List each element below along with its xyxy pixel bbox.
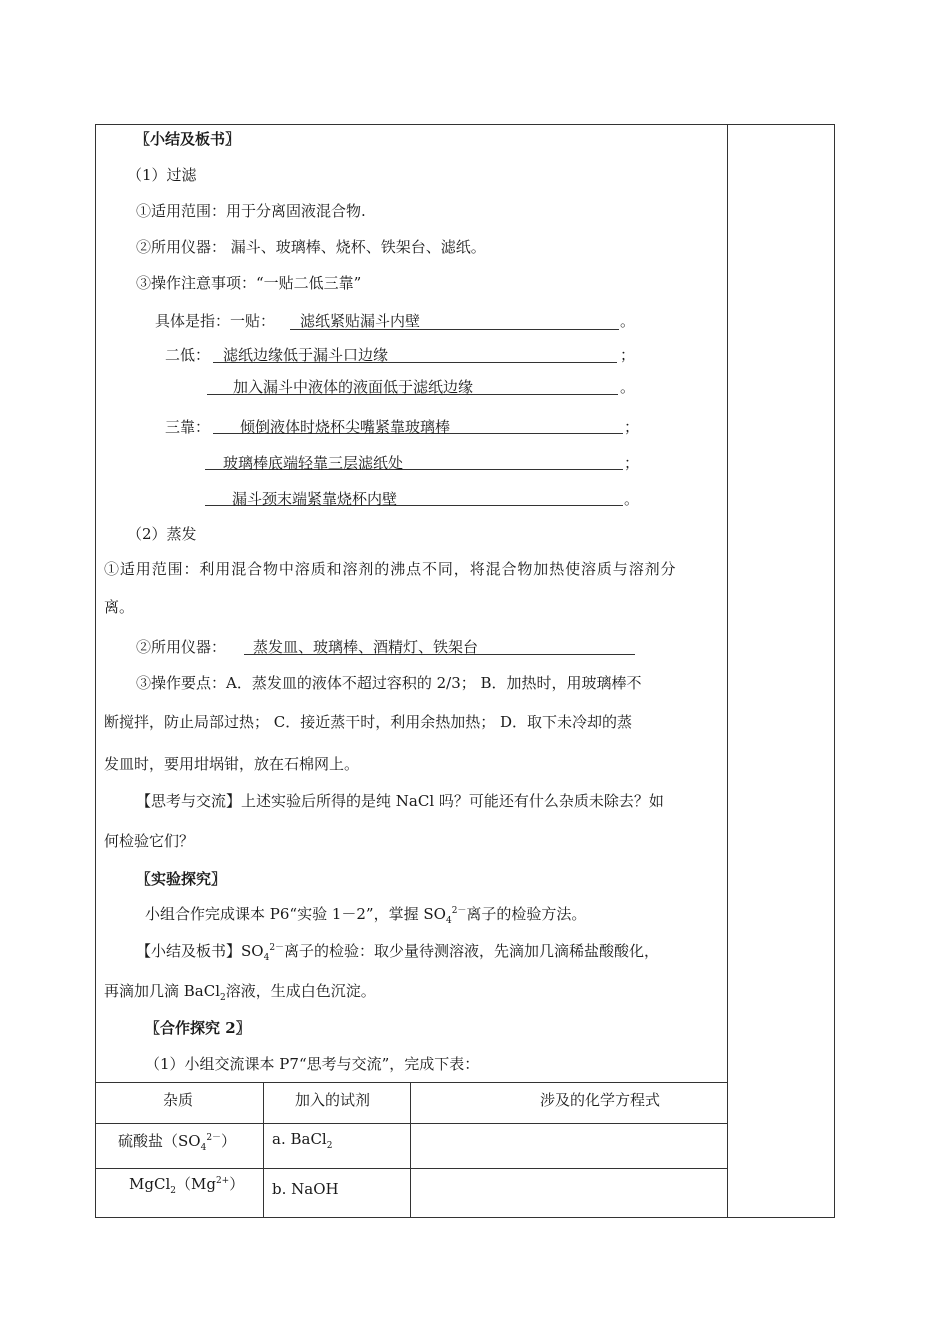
filtration-notes-title: ③操作注意事项：“一贴二低三靠” xyxy=(136,274,362,292)
punct: 。 xyxy=(620,378,636,396)
summary-heading: 〖小结及板书〗 xyxy=(135,130,241,148)
summary2-line-1: 【小结及板书】$SO_4^{2-}$离子的检验：取少量待测溶液，先滴加几滴稀盐酸酸化， xyxy=(136,942,660,963)
experiment-heading: 〖实验探究〗 xyxy=(136,870,227,888)
three-lean-answer-3: 漏斗颈末端紧靠烧杯内壁 xyxy=(232,490,398,508)
filtration-scope: ①适用范围：用于分离固液混合物. xyxy=(136,202,366,220)
three-lean-answer-2: 玻璃棒底端轻靠三层滤纸处 xyxy=(223,454,404,472)
evaporation-scope-1: ①适用范围：利用混合物中溶质和溶剂的沸点不同，将混合物加热使溶质与溶剂分 xyxy=(104,560,677,578)
table-border xyxy=(95,1123,728,1124)
evaporation-points-1: ③操作要点：A．蒸发皿的液体不超过容积的 2/3； B．加热时，用玻璃棒不 xyxy=(136,674,642,692)
two-low-answer-2: 加入漏斗中液体的液面低于滤纸边缘 xyxy=(233,378,474,396)
table-cell-reagent: a. BaCl$_2$ xyxy=(272,1130,333,1151)
table-border xyxy=(95,1082,728,1083)
think-exchange-1: 【思考与交流】上述实验后所得的是纯 NaCl 吗？可能还有什么杂质未除去？如 xyxy=(136,792,664,810)
filtration-title: （1）过滤 xyxy=(127,166,197,184)
table-cell-impurity: 硫酸盐$(SO_4^{2-})$ xyxy=(118,1132,237,1153)
three-lean-answer-1: 倾倒液体时烧杯尖嘴紧靠玻璃棒 xyxy=(240,418,451,436)
three-lean-prefix: 三靠： xyxy=(165,418,211,436)
one-tie-prefix: 具体是指：一贴： xyxy=(155,312,276,330)
one-tie-answer: 滤纸紧贴漏斗内壁 xyxy=(300,312,421,330)
coop-heading: 〖合作探究 2〗 xyxy=(145,1019,251,1037)
evaporation-points-2: 断搅拌，防止局部过热； C．接近蒸干时，利用余热加热； D．取下未冷却的蒸 xyxy=(104,713,633,731)
evaporation-instruments: 蒸发皿、玻璃棒、酒精灯、铁架台 xyxy=(253,638,479,656)
coop-text: （1）小组交流课本 P7“思考与交流”，完成下表： xyxy=(145,1055,480,1073)
table-header-equation: 涉及的化学方程式 xyxy=(540,1091,661,1109)
punct: ； xyxy=(624,454,640,472)
evaporation-instruments-prefix: ②所用仪器： xyxy=(136,638,227,656)
table-border xyxy=(410,1082,411,1218)
evaporation-scope-2: 离。 xyxy=(104,598,135,616)
two-low-answer-1: 滤纸边缘低于漏斗口边缘 xyxy=(223,346,389,364)
experiment-text: 小组合作完成课本 P6“实验 1－2”，掌握 $SO_4^{2-}$离子的检验方法。 xyxy=(145,905,587,926)
punct: ； xyxy=(624,418,640,436)
filtration-instruments: ②所用仪器： 漏斗、玻璃棒、烧杯、铁架台、滤纸。 xyxy=(136,238,486,256)
two-low-prefix: 二低： xyxy=(165,346,211,364)
table-border xyxy=(263,1082,264,1218)
summary2-line-2: 再滴加几滴 BaCl$_2$溶液，生成白色沉淀。 xyxy=(104,982,376,1003)
punct: 。 xyxy=(624,490,640,508)
evaporation-title: （2）蒸发 xyxy=(127,525,197,543)
evaporation-points-3: 发皿时，要用坩埚钳，放在石棉网上。 xyxy=(104,755,360,773)
table-cell-reagent: b. NaOH xyxy=(272,1180,339,1198)
table-cell-impurity: $MgCl_2(Mg^{2+})$ xyxy=(129,1175,245,1196)
side-column-divider xyxy=(727,124,728,1218)
punct: ； xyxy=(620,346,636,364)
table-border xyxy=(95,1168,728,1169)
think-exchange-2: 何检验它们？ xyxy=(104,832,195,850)
table-header-impurity: 杂质 xyxy=(163,1091,194,1109)
punct: 。 xyxy=(620,312,636,330)
table-header-reagent: 加入的试剂 xyxy=(295,1091,371,1109)
